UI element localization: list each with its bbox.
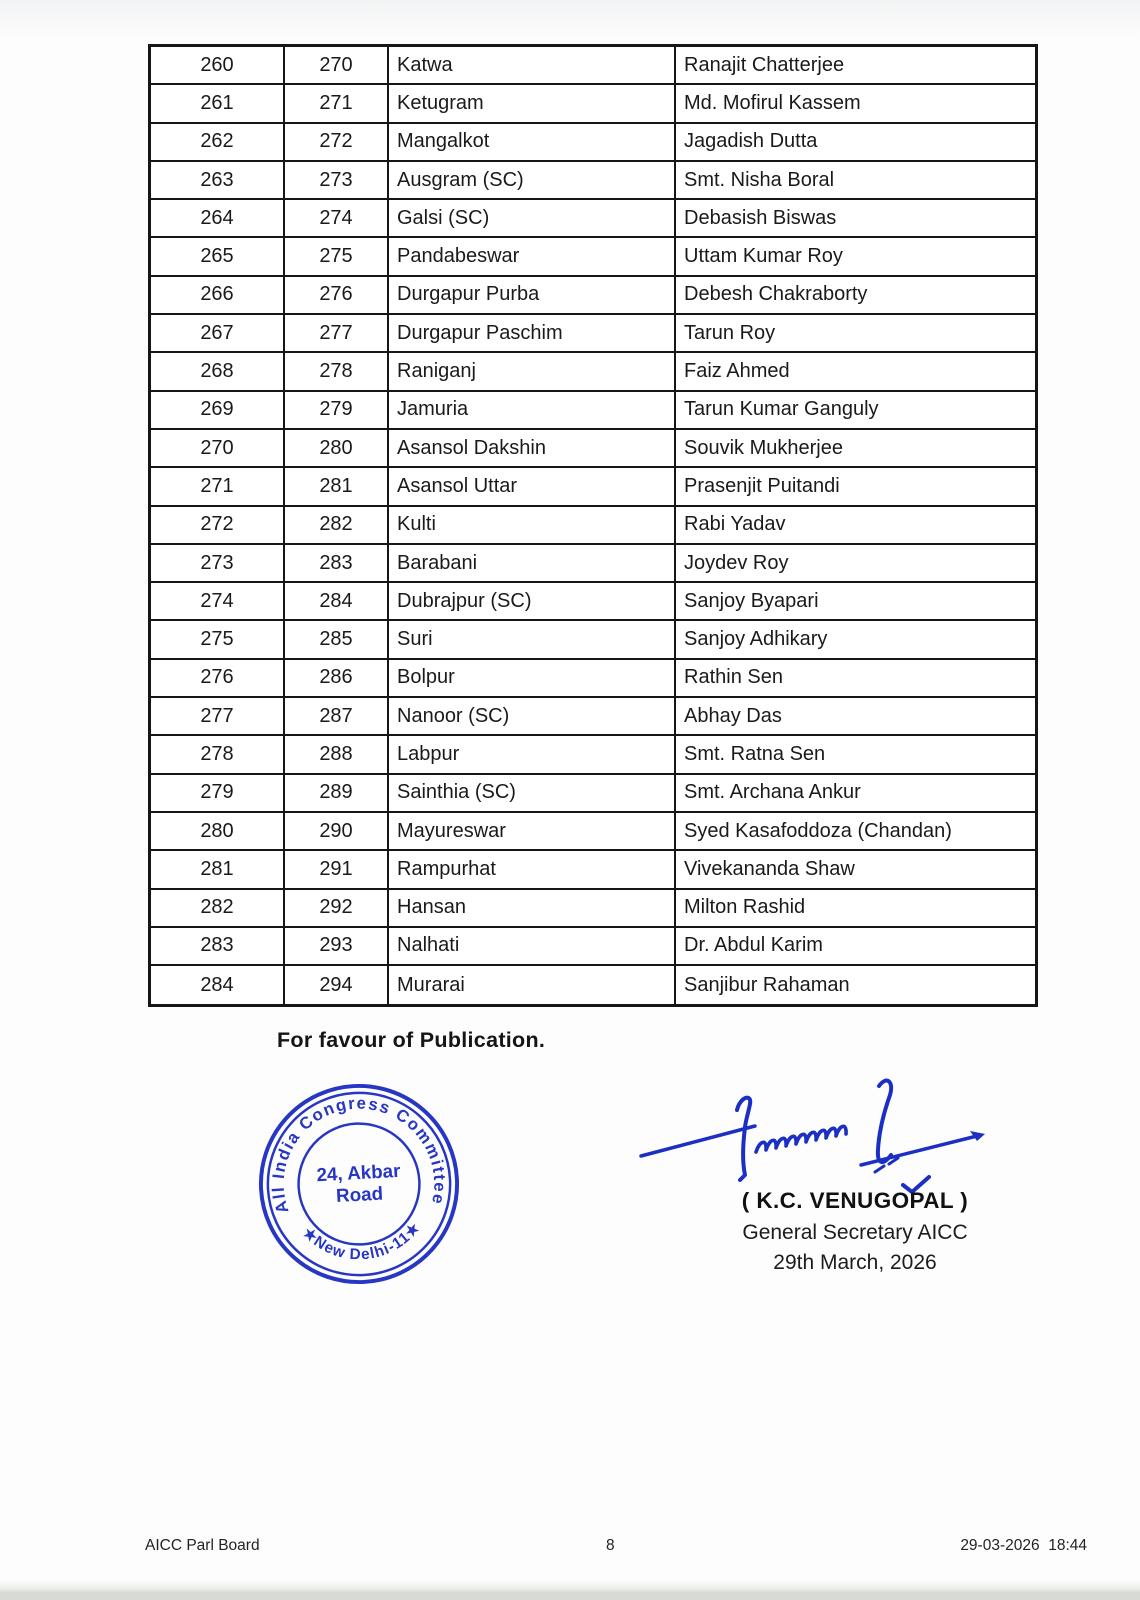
serial-cell: 282 [200,896,234,919]
serial-cell: 276 [200,666,234,689]
candidate-name-cell: Debesh Chakraborty [674,277,1035,313]
candidate-name-cell: Uttam Kumar Roy [674,238,1035,274]
serial-cell: 280 [200,819,234,842]
table-row [151,851,1035,889]
serial-cell: 272 [200,513,234,536]
constituency-name-cell: Nanoor (SC) [387,698,674,734]
constituency-number-cell: 278 [283,353,387,389]
constituency-number-cell: 291 [283,851,387,887]
constituency-name-cell: Pandabeswar [387,238,674,274]
constituency-name-cell: Rampurhat [387,851,674,887]
serial-cell: 260 [200,53,234,76]
constituency-name-cell: Sainthia (SC) [387,775,674,811]
table-row [151,890,1035,928]
signatory-title: General Secretary AICC [742,1221,968,1244]
constituency-number-cell: 284 [283,583,387,619]
signatory-name: ( K.C. VENUGOPAL ) [741,1188,969,1213]
table-row [151,698,1035,736]
candidate-name-cell: Tarun Roy [674,315,1035,351]
constituency-name-cell: Galsi (SC) [387,200,674,236]
table-row [151,353,1035,391]
candidate-name-cell: Faiz Ahmed [674,353,1035,389]
table-row [151,621,1035,659]
constituency-number-cell: 271 [283,85,387,121]
candidate-name-cell: Ranajit Chatterjee [674,47,1035,83]
constituency-name-cell: Kulti [387,507,674,543]
table-row [151,200,1035,238]
serial-cell: 269 [200,398,234,421]
constituency-name-cell: Mangalkot [387,124,674,160]
serial-cell: 275 [200,628,234,651]
table-row [151,736,1035,774]
constituency-name-cell: Nalhati [387,928,674,964]
table-row [151,277,1035,315]
candidate-name-cell: Vivekananda Shaw [674,851,1035,887]
serial-cell: 284 [200,973,234,996]
table-row [151,47,1035,85]
table-row [151,928,1035,966]
table-row [151,507,1035,545]
table-row [151,124,1035,162]
constituency-number-cell: 288 [283,736,387,772]
constituency-number-cell: 277 [283,315,387,351]
serial-cell: 274 [200,589,234,612]
constituency-number-cell: 270 [283,47,387,83]
constituency-number-cell: 294 [283,966,387,1004]
candidate-name-cell: Dr. Abdul Karim [674,928,1035,964]
footer-datetime: 29-03-2026 18:44 [960,1537,1087,1554]
constituency-number-cell: 293 [283,928,387,964]
stamp-bottom-text: ★New Delhi-11★ [299,1218,425,1264]
table-row [151,430,1035,468]
candidate-name-cell: Abhay Das [674,698,1035,734]
constituency-name-cell: Hansan [387,890,674,926]
candidate-name-cell: Rabi Yadav [674,507,1035,543]
constituency-name-cell: Murarai [387,966,674,1004]
aicc-stamp [250,1075,469,1294]
serial-cell: 265 [200,245,234,268]
serial-cell: 277 [200,704,234,727]
constituency-number-cell: 286 [283,660,387,696]
signature-date: 29th March, 2026 [773,1251,937,1274]
serial-cell: 278 [200,742,234,765]
candidate-name-cell: Smt. Ratna Sen [674,736,1035,772]
footer-page-number: 8 [606,1537,615,1554]
footer-document-name: AICC Parl Board [145,1537,260,1554]
constituency-name-cell: Jamuria [387,392,674,428]
constituency-number-cell: 283 [283,545,387,581]
constituency-number-cell: 275 [283,238,387,274]
constituency-number-cell: 287 [283,698,387,734]
table-row [151,813,1035,851]
serial-cell: 270 [200,436,234,459]
table-row [151,85,1035,123]
publication-note: For favour of Publication. [277,1028,546,1052]
candidate-name-cell: Joydev Roy [674,545,1035,581]
candidate-name-cell: Prasenjit Puitandi [674,468,1035,504]
table-row [151,966,1035,1004]
constituency-name-cell: Mayureswar [387,813,674,849]
candidate-name-cell: Rathin Sen [674,660,1035,696]
candidate-name-cell: Smt. Nisha Boral [674,162,1035,198]
table-row [151,583,1035,621]
stamp-seal-icon [250,1075,469,1294]
serial-cell: 267 [200,321,234,344]
serial-cell: 279 [200,781,234,804]
constituency-number-cell: 272 [283,124,387,160]
candidate-name-cell: Sanjoy Adhikary [674,621,1035,657]
constituency-name-cell: Durgapur Paschim [387,315,674,351]
serial-cell: 283 [200,934,234,957]
candidate-name-cell: Jagadish Dutta [674,124,1035,160]
candidate-name-cell: Sanjoy Byapari [674,583,1035,619]
constituency-name-cell: Ausgram (SC) [387,162,674,198]
serial-cell: 281 [200,857,234,880]
candidate-name-cell: Syed Kasafoddoza (Chandan) [674,813,1035,849]
candidate-table [148,44,1038,1007]
serial-cell: 271 [200,474,234,497]
serial-cell: 264 [200,206,234,229]
serial-cell: 262 [200,130,234,153]
serial-cell: 268 [200,360,234,383]
constituency-number-cell: 274 [283,200,387,236]
stamp-address-line1: 24, Akbar [315,1159,401,1186]
candidate-name-cell: Smt. Archana Ankur [674,775,1035,811]
table-row [151,775,1035,813]
signature-ink-icon [635,1068,991,1200]
candidate-name-cell: Sanjibur Rahaman [674,966,1035,1004]
candidate-name-cell: Milton Rashid [674,890,1035,926]
stamp-arc-text: All India Congress Committee [268,1093,450,1216]
table-row [151,660,1035,698]
constituency-name-cell: Barabani [387,545,674,581]
table-row [151,238,1035,276]
constituency-name-cell: Dubrajpur (SC) [387,583,674,619]
table-row [151,315,1035,353]
constituency-number-cell: 276 [283,277,387,313]
constituency-number-cell: 282 [283,507,387,543]
table-row [151,392,1035,430]
serial-cell: 263 [200,168,234,191]
constituency-number-cell: 280 [283,430,387,466]
scan-top-shade [0,0,1140,46]
constituency-name-cell: Labpur [387,736,674,772]
scan-bottom-edge [0,1580,1140,1600]
table-row [151,545,1035,583]
constituency-name-cell: Raniganj [387,353,674,389]
constituency-name-cell: Suri [387,621,674,657]
candidate-name-cell: Tarun Kumar Ganguly [674,392,1035,428]
constituency-name-cell: Durgapur Purba [387,277,674,313]
constituency-number-cell: 290 [283,813,387,849]
constituency-number-cell: 285 [283,621,387,657]
table-row [151,162,1035,200]
constituency-number-cell: 292 [283,890,387,926]
candidate-name-cell: Souvik Mukherjee [674,430,1035,466]
constituency-name-cell: Asansol Uttar [387,468,674,504]
constituency-number-cell: 273 [283,162,387,198]
constituency-number-cell: 289 [283,775,387,811]
signature-block [660,1188,1050,1275]
constituency-name-cell: Asansol Dakshin [387,430,674,466]
serial-cell: 261 [200,91,234,114]
stamp-address-line2: Road [335,1182,384,1207]
candidate-name-cell: Md. Mofirul Kassem [674,85,1035,121]
table-row [151,468,1035,506]
constituency-name-cell: Ketugram [387,85,674,121]
serial-cell: 273 [200,551,234,574]
constituency-number-cell: 279 [283,392,387,428]
constituency-number-cell: 281 [283,468,387,504]
serial-cell: 266 [200,283,234,306]
constituency-name-cell: Bolpur [387,660,674,696]
constituency-name-cell: Katwa [387,47,674,83]
candidate-name-cell: Debasish Biswas [674,200,1035,236]
